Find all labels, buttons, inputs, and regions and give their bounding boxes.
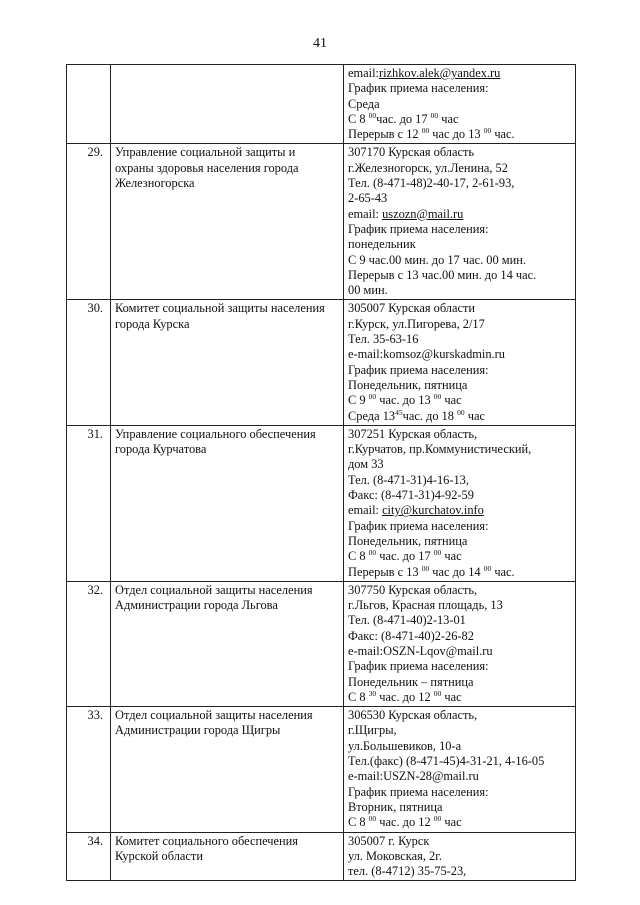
contact-line [348, 519, 571, 534]
contact-text: час. до 17 [376, 111, 431, 126]
contact-text: График приема населения: [348, 518, 489, 533]
contact-line [348, 754, 571, 769]
table-row [67, 144, 576, 300]
contact-text: 307251 Курская область, [348, 426, 478, 441]
organization-name-line: Отдел социальной защиты населения [115, 582, 313, 597]
contact-line [348, 629, 571, 644]
contact-text: e-mail:OSZN-Lqov@mail.ru [348, 643, 493, 658]
contact-text: час [441, 549, 462, 564]
time-superscript: 00 [368, 110, 377, 120]
contact-line [348, 583, 571, 598]
table-row [67, 581, 576, 706]
contact-text: час. [491, 127, 515, 142]
contact-text: Перерыв с 13 [348, 564, 422, 579]
contact-line [348, 283, 571, 298]
contact-text: 306530 Курская область, [348, 708, 478, 723]
contact-text: С 9 час.00 мин. до 17 час. 00 мин. [348, 252, 526, 267]
organization-name-line: города Курска [115, 316, 190, 331]
contact-line [348, 659, 571, 674]
contact-line [348, 145, 571, 160]
contact-text: час. до 12 [376, 689, 434, 704]
contact-text: 00 мин. [348, 283, 388, 298]
contact-text: Тел. (8-471-40)2-13-01 [348, 613, 466, 628]
time-superscript: 00 [368, 392, 377, 402]
contact-line [348, 834, 571, 849]
time-superscript: 00 [483, 563, 492, 573]
contact-line [348, 363, 571, 378]
contact-line [348, 739, 571, 754]
table-body [67, 65, 576, 881]
contact-line [348, 161, 571, 176]
contact-text: 305007 Курская области [348, 301, 476, 316]
contact-text: Перерыв с 12 [348, 127, 422, 142]
contact-text: 2-65-43 [348, 191, 388, 206]
contact-line [348, 549, 571, 564]
row-number: 33. [67, 707, 111, 832]
contact-line [348, 613, 571, 628]
contact-info [344, 707, 576, 832]
contact-text: г.Курчатов, пр.Коммунистический, [348, 442, 532, 457]
contact-info [344, 65, 576, 144]
contact-line [348, 785, 571, 800]
contact-text: час. до 12 [376, 815, 434, 830]
contact-info [344, 581, 576, 706]
organization-name-line: Управление социальной защиты и [115, 145, 296, 160]
page-number: 41 [313, 36, 327, 51]
contact-text: час. до 13 [376, 393, 434, 408]
contact-text: час. до 17 [376, 549, 434, 564]
contact-text: email: [348, 206, 383, 221]
organization-name [111, 65, 344, 144]
contact-text: Понедельник, пятница [348, 533, 468, 548]
contact-line [348, 191, 571, 206]
contact-text: Среда 13 [348, 408, 396, 423]
contact-line [348, 347, 571, 362]
contact-text: Факс: (8-471-31)4-92-59 [348, 488, 474, 503]
contact-text: час до 13 [429, 127, 484, 142]
contact-line [348, 723, 571, 738]
email-link[interactable]: rizhkov.alek@yandex.ru [378, 66, 501, 80]
social-services-table [66, 64, 576, 881]
contact-text: С 8 [348, 111, 369, 126]
contact-line [348, 112, 571, 127]
contact-text: тел. (8-4712) 35-75-23, [348, 864, 467, 879]
contact-text: ул.Большевиков, 10-а [348, 738, 462, 753]
time-superscript: 00 [457, 407, 465, 417]
organization-name [111, 707, 344, 832]
contact-line [348, 268, 571, 283]
contact-text: Факс: (8-471-40)2-26-82 [348, 628, 474, 643]
organization-name [111, 581, 344, 706]
contact-line [348, 253, 571, 268]
contact-info [344, 144, 576, 300]
time-superscript: 00 [433, 392, 442, 402]
contact-text: 307750 Курская область, [348, 582, 478, 597]
contact-text: С 9 [348, 393, 369, 408]
contact-text: час. до 18 [402, 408, 458, 423]
contact-text: Перерыв с 13 час.00 мин. до 14 час. [348, 267, 537, 282]
email-link[interactable]: uszozn@mail.ru [382, 206, 464, 221]
contact-text: email: [348, 66, 379, 80]
row-number [67, 65, 111, 144]
time-superscript: 00 [368, 814, 377, 824]
contact-line [348, 769, 571, 784]
contact-text: С 8 [348, 549, 369, 564]
contact-info [344, 300, 576, 425]
contact-text: email: [348, 503, 383, 518]
time-superscript: 45 [395, 407, 403, 417]
organization-name-line: Администрации города Щигры [115, 723, 281, 738]
contact-line [348, 81, 571, 96]
contact-text: час [464, 408, 485, 423]
organization-name-line: Железногорска [115, 176, 195, 191]
organization-name [111, 300, 344, 425]
contact-line [348, 332, 571, 347]
contact-line [348, 488, 571, 503]
contact-text: С 8 [348, 815, 369, 830]
contact-line [348, 97, 571, 112]
table-row [67, 832, 576, 881]
contact-text: час [438, 111, 459, 126]
contact-text: График приема населения: [348, 659, 489, 674]
contact-text: г.Железногорск, ул.Ленина, 52 [348, 160, 508, 175]
contact-line [348, 503, 571, 518]
contact-text: ул. Моковская, 2г. [348, 848, 442, 863]
contact-text: час [441, 815, 462, 830]
contact-line [348, 815, 571, 830]
table-row [67, 707, 576, 832]
contact-text: час [441, 689, 462, 704]
row-number: 32. [67, 581, 111, 706]
organization-name [111, 832, 344, 881]
organization-name-line: Комитет социального обеспечения [115, 833, 298, 848]
contact-line [348, 864, 571, 879]
contact-text: Вторник, пятница [348, 799, 443, 814]
organization-name-line: Курской области [115, 848, 203, 863]
time-superscript: 00 [433, 548, 442, 558]
contact-line [348, 427, 571, 442]
contact-line [348, 442, 571, 457]
contact-line [348, 598, 571, 613]
time-superscript: 00 [433, 688, 442, 698]
contact-info [344, 832, 576, 881]
contact-line [348, 317, 571, 332]
contact-line [348, 393, 571, 408]
contact-text: График приема населения: [348, 221, 489, 236]
contact-text: г.Льгов, Красная площадь, 13 [348, 598, 503, 613]
contact-line [348, 127, 571, 142]
organization-name-line: Комитет социальной защиты населения [115, 301, 325, 316]
email-link[interactable]: city@kurchatov.info [382, 503, 484, 518]
contact-text: г.Щигры, [348, 723, 397, 738]
organization-name-line: города Курчатова [115, 442, 207, 457]
organization-name-line: Администрации города Льгова [115, 598, 278, 613]
contact-line [348, 849, 571, 864]
contact-text: г.Курск, ул.Пигорева, 2/17 [348, 316, 485, 331]
time-superscript: 00 [433, 814, 442, 824]
row-number: 29. [67, 144, 111, 300]
table-row [67, 300, 576, 425]
contact-line [348, 800, 571, 815]
organization-name [111, 144, 344, 300]
contact-line [348, 222, 571, 237]
contact-line [348, 534, 571, 549]
table-row [67, 425, 576, 581]
row-number: 34. [67, 832, 111, 881]
row-number: 31. [67, 425, 111, 581]
organization-name-line: Отдел социальной защиты населения [115, 708, 313, 723]
contact-text: График приема населения: [348, 81, 489, 96]
contact-text: e-mail:komsoz@kurskadmin.ru [348, 347, 505, 362]
contact-text: Тел.(факс) (8-471-45)4-31-21, 4-16-05 [348, 754, 545, 769]
row-number: 30. [67, 300, 111, 425]
contact-text: Тел. (8-471-31)4-16-13, [348, 472, 469, 487]
time-superscript: 00 [368, 548, 377, 558]
table-row [67, 65, 576, 144]
contact-text: График приема населения: [348, 784, 489, 799]
time-superscript: 00 [421, 563, 430, 573]
time-superscript: 00 [483, 126, 492, 136]
contact-line [348, 457, 571, 472]
contact-info [344, 425, 576, 581]
contact-line [348, 207, 571, 222]
contact-line [348, 301, 571, 316]
organization-name [111, 425, 344, 581]
time-superscript: 30 [368, 688, 377, 698]
contact-text: График приема населения: [348, 362, 489, 377]
contact-line [348, 237, 571, 252]
contact-text: Тел. 35-63-16 [348, 332, 419, 347]
contact-line [348, 565, 571, 580]
contact-text: час. [491, 564, 515, 579]
contact-text: час до 14 [429, 564, 484, 579]
contact-text: понедельник [348, 237, 416, 252]
contact-line [348, 66, 571, 81]
contact-text: 305007 г. Курск [348, 833, 430, 848]
contact-text: дом 33 [348, 457, 384, 472]
organization-name-line: охраны здоровья населения города [115, 160, 299, 175]
contact-line [348, 378, 571, 393]
contact-text: Понедельник – пятница [348, 674, 474, 689]
contact-line [348, 675, 571, 690]
time-superscript: 00 [430, 110, 439, 120]
contact-line [348, 473, 571, 488]
contact-line [348, 644, 571, 659]
contact-text: 307170 Курская область [348, 145, 475, 160]
contact-line [348, 690, 571, 705]
contact-line [348, 409, 571, 424]
contact-line [348, 708, 571, 723]
organization-name-line: Управление социального обеспечения [115, 426, 316, 441]
contact-text: С 8 [348, 689, 369, 704]
time-superscript: 00 [421, 126, 430, 136]
contact-text: час [441, 393, 462, 408]
contact-text: e-mail:USZN-28@mail.ru [348, 769, 479, 784]
contact-text: Тел. (8-471-48)2-40-17, 2-61-93, [348, 176, 515, 191]
contact-text: Среда [348, 96, 380, 111]
contact-line [348, 176, 571, 191]
contact-text: Понедельник, пятница [348, 377, 468, 392]
